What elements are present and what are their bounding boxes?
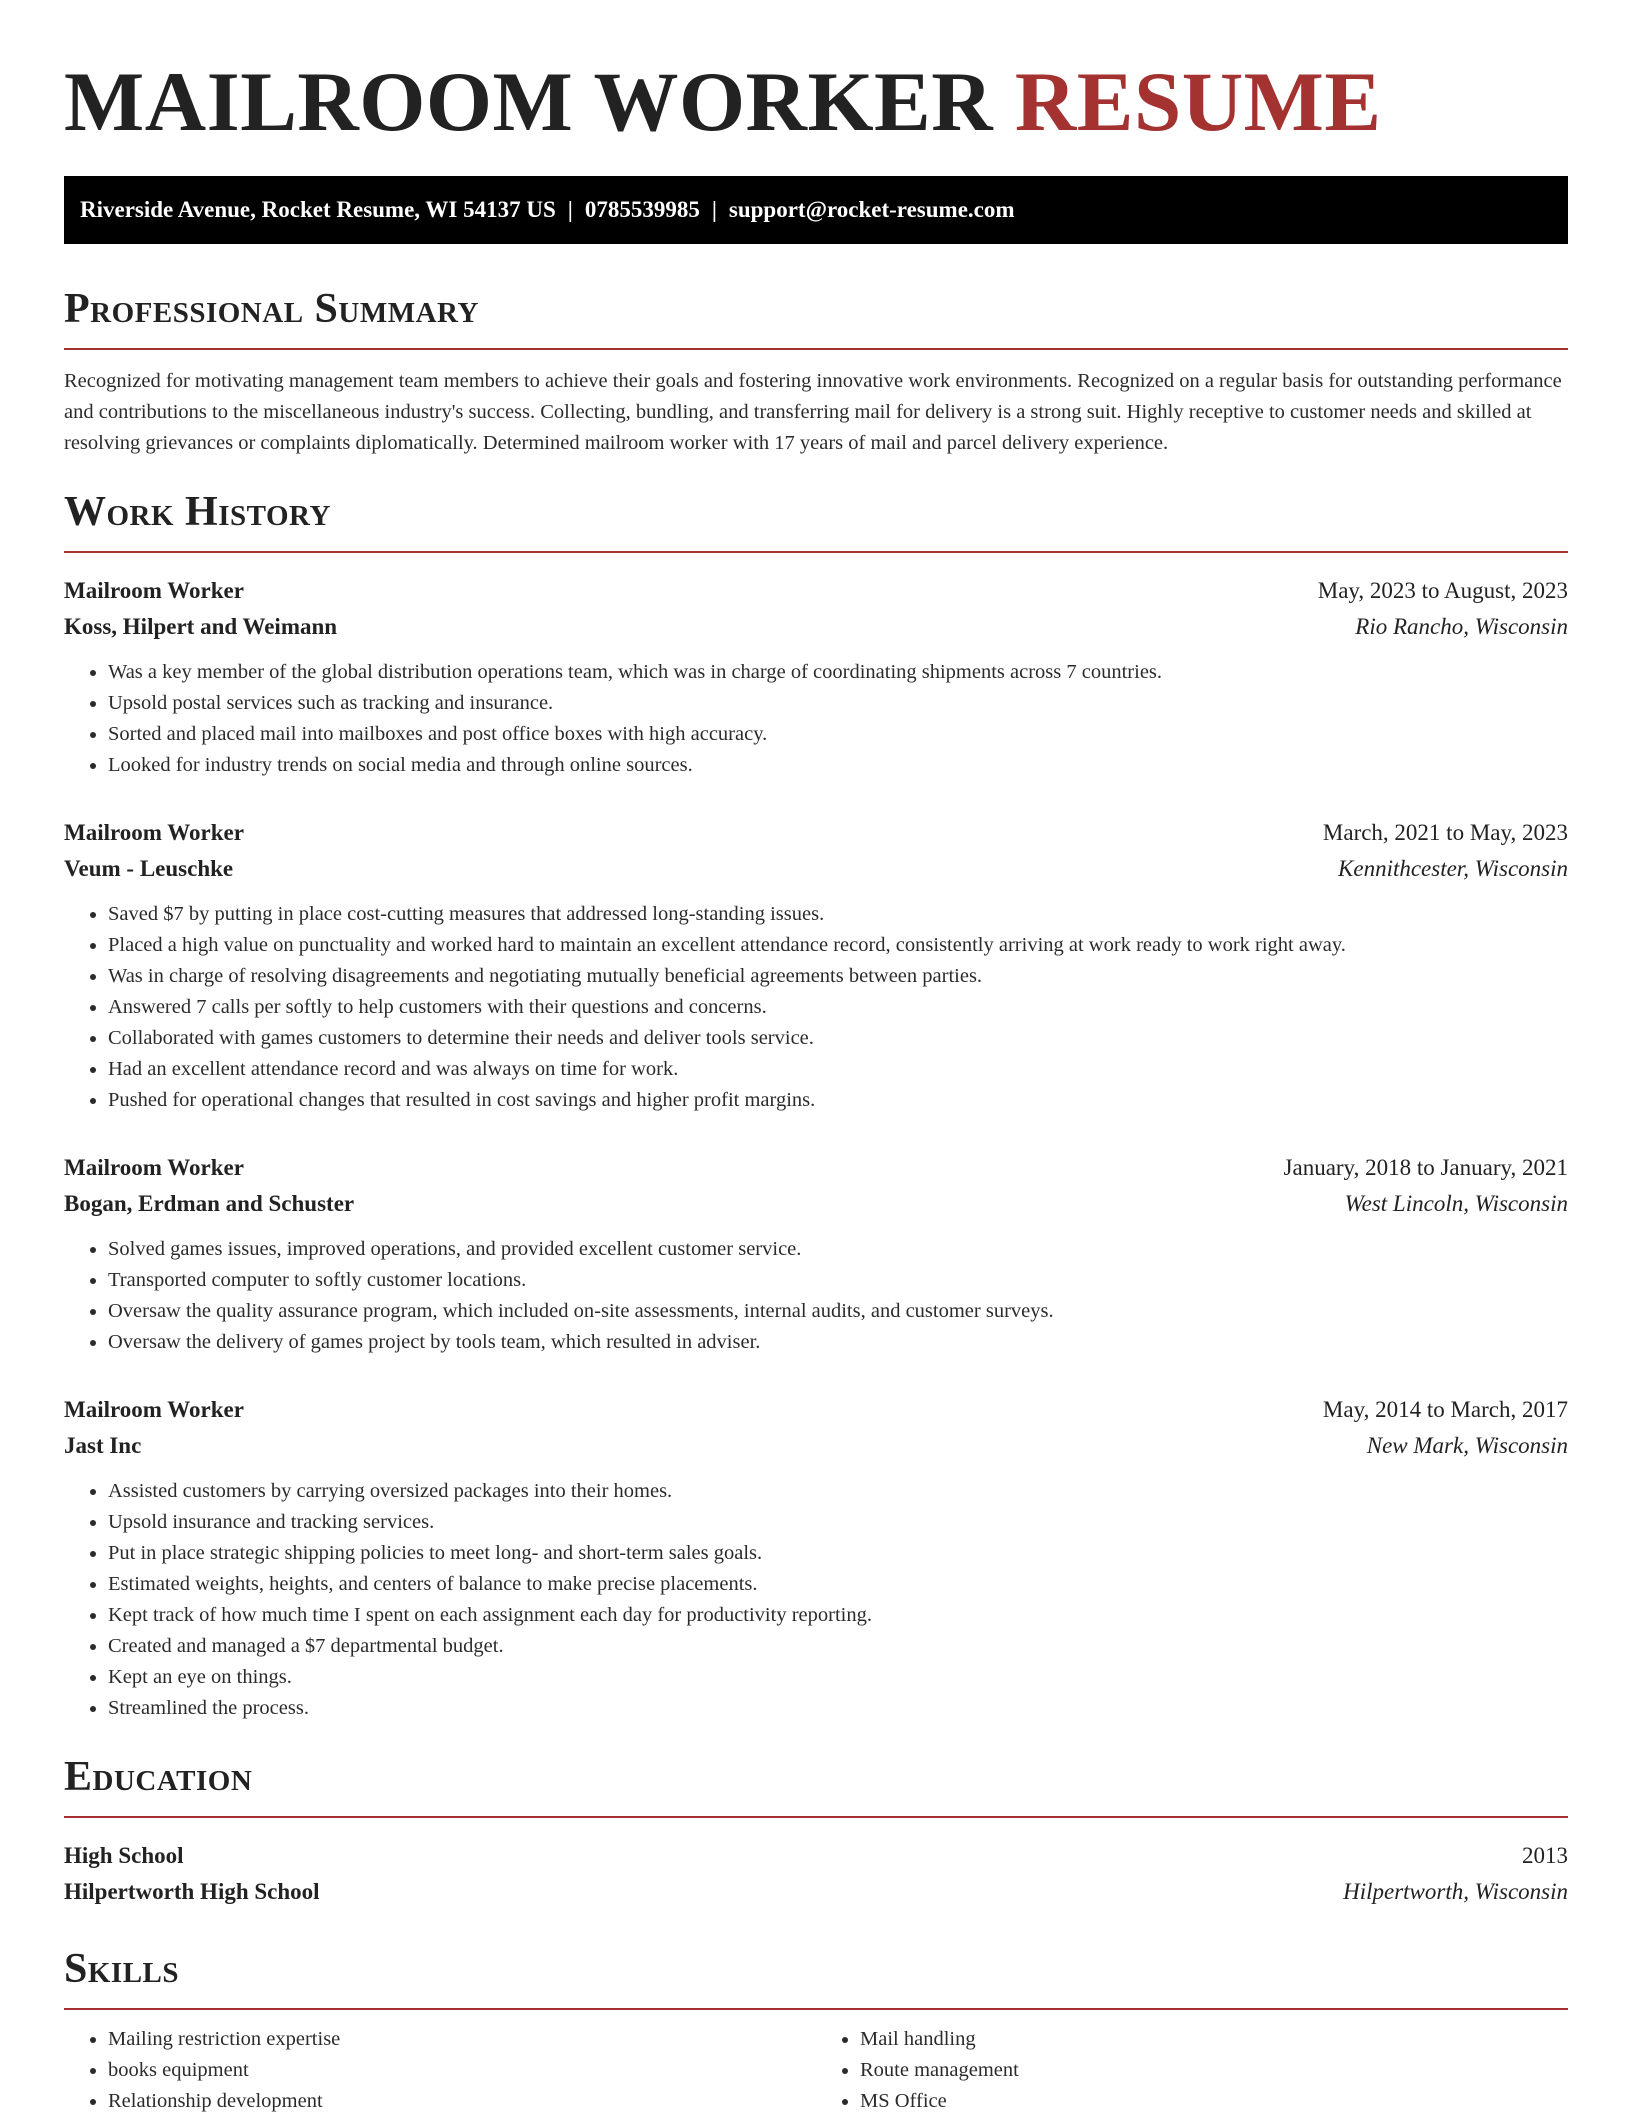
job-title: Mailroom Worker (64, 820, 244, 845)
job-bullet: • Answered 7 calls per softly to help customers with their questions and concerns. (108, 992, 1568, 1023)
job-bullets (64, 899, 1568, 1116)
job-bullets (64, 1234, 1568, 1358)
job-title: Mailroom Worker (64, 578, 244, 603)
job-bullet: • Upsold postal services such as tracking and insurance. (108, 688, 1568, 719)
job-bullet: • Transported computer to softly customer locations. (108, 1265, 1568, 1296)
contact-phone[interactable]: 0785539985 (584, 197, 700, 222)
summary-text: Recognized for motivating management team members to achieve their goals and fostering innovative work environments. Recognized on a regular basis for outstanding performance and contributions to the miscellaneous industry's success. Collecting, bundling, and transferring mail for delivery is a strong suit. Highly receptive to customer needs and skilled at resolving grievances or complaints diplomatically. Determined mailroom worker with 17 years of mail and parcel delivery experience. (64, 370, 1562, 454)
skills-column-right (816, 2024, 1568, 2117)
skills-section (64, 1944, 1568, 2117)
job-location: Rio Rancho, Wisconsin (1355, 614, 1568, 639)
job-dates: March, 2021 to May, 2023 (1322, 820, 1568, 845)
job-bullets (64, 1476, 1568, 1724)
education-degree: High School (64, 1843, 184, 1868)
job-dates: January, 2018 to January, 2021 (1283, 1155, 1568, 1180)
education-section (64, 1752, 1568, 1910)
job-company: Jast Inc (64, 1433, 142, 1458)
job-bullet: • Pushed for operational changes that resulted in cost savings and higher profit margins. (108, 1085, 1568, 1116)
job-bullet: • Collaborated with games customers to determine their needs and deliver tools service. (108, 1023, 1568, 1054)
work-history-section (64, 487, 1568, 1724)
job-bullet: • Sorted and placed mail into mailboxes and post office boxes with high accuracy. (108, 719, 1568, 750)
section-heading-skills: Skills (64, 1944, 1568, 2010)
education-entry (64, 1838, 1568, 1910)
job-bullet: • Put in place strategic shipping policies to meet long- and short-term sales goals. (108, 1538, 1568, 1569)
section-heading-education: Education (64, 1752, 1568, 1818)
job-bullet: • Solved games issues, improved operations, and provided excellent customer service. (108, 1234, 1568, 1265)
job-bullet: • Oversaw the delivery of games project by tools team, which resulted in adviser. (108, 1327, 1568, 1358)
section-heading-summary: Professional Summary (64, 284, 1568, 350)
title-accent: RESUME (1014, 55, 1382, 149)
contact-separator: | (567, 197, 573, 222)
job-entry (64, 1150, 1568, 1358)
job-bullet: • Streamlined the process. (108, 1693, 1568, 1724)
skills-column-left (64, 2024, 816, 2117)
contact-separator: | (711, 197, 717, 222)
job-bullet: • Kept an eye on things. (108, 1662, 1568, 1693)
contact-email[interactable]: support@rocket-resume.com (728, 197, 1015, 222)
job-bullet: • Estimated weights, heights, and centers of balance to make precise placements. (108, 1569, 1568, 1600)
resume-page (64, 0, 1568, 2117)
job-company: Bogan, Erdman and Schuster (64, 1191, 355, 1216)
skill-item: • MS Office (860, 2086, 1568, 2117)
education-year: 2013 (1522, 1843, 1568, 1868)
job-title: Mailroom Worker (64, 1397, 244, 1422)
job-location: Kennithcester, Wisconsin (1338, 856, 1568, 881)
job-bullet: • Placed a high value on punctuality and worked hard to maintain an excellent attendance record, consistently arriving at work ready to work right away. (108, 930, 1568, 961)
job-dates: May, 2023 to August, 2023 (1317, 578, 1568, 603)
professional-summary-section (64, 284, 1568, 459)
job-company: Veum - Leuschke (64, 856, 234, 881)
job-bullet: • Saved $7 by putting in place cost-cutting measures that addressed long-standing issues. (108, 899, 1568, 930)
skill-item: • Relationship development (108, 2086, 816, 2117)
skills-grid (64, 2024, 1568, 2117)
job-entry (64, 815, 1568, 1116)
resume-title (64, 0, 1568, 152)
job-location: West Lincoln, Wisconsin (1344, 1191, 1568, 1216)
title-main: MAILROOM WORKER (64, 55, 994, 149)
job-title: Mailroom Worker (64, 1155, 244, 1180)
job-location: New Mark, Wisconsin (1366, 1433, 1568, 1458)
job-bullets (64, 657, 1568, 781)
contact-address: Riverside Avenue, Rocket Resume, WI 54137 US (80, 197, 556, 222)
education-school: Hilpertworth High School (64, 1879, 320, 1904)
job-bullet: • Assisted customers by carrying oversized packages into their homes. (108, 1476, 1568, 1507)
section-heading-work: Work History (64, 487, 1568, 553)
contact-bar (64, 176, 1568, 244)
job-bullet: • Upsold insurance and tracking services. (108, 1507, 1568, 1538)
skill-item: • Mailing restriction expertise (108, 2024, 816, 2055)
skill-item: • Route management (860, 2055, 1568, 2086)
job-bullet: • Had an excellent attendance record and was always on time for work. (108, 1054, 1568, 1085)
job-company: Koss, Hilpert and Weimann (64, 614, 338, 639)
job-dates: May, 2014 to March, 2017 (1322, 1397, 1568, 1422)
skill-item: • books equipment (108, 2055, 816, 2086)
job-entry (64, 1392, 1568, 1724)
job-bullet: • Was a key member of the global distribution operations team, which was in charge of coordinating shipments across 7 countries. (108, 657, 1568, 688)
job-entry (64, 573, 1568, 781)
job-bullet: • Kept track of how much time I spent on each assignment each day for productivity reporting. (108, 1600, 1568, 1631)
job-bullet: • Was in charge of resolving disagreements and negotiating mutually beneficial agreements between parties. (108, 961, 1568, 992)
job-bullet: • Oversaw the quality assurance program, which included on-site assessments, internal audits, and customer surveys. (108, 1296, 1568, 1327)
job-bullet: • Created and managed a $7 departmental budget. (108, 1631, 1568, 1662)
skill-item: • Mail handling (860, 2024, 1568, 2055)
job-bullet: • Looked for industry trends on social media and through online sources. (108, 750, 1568, 781)
education-location: Hilpertworth, Wisconsin (1343, 1879, 1568, 1904)
